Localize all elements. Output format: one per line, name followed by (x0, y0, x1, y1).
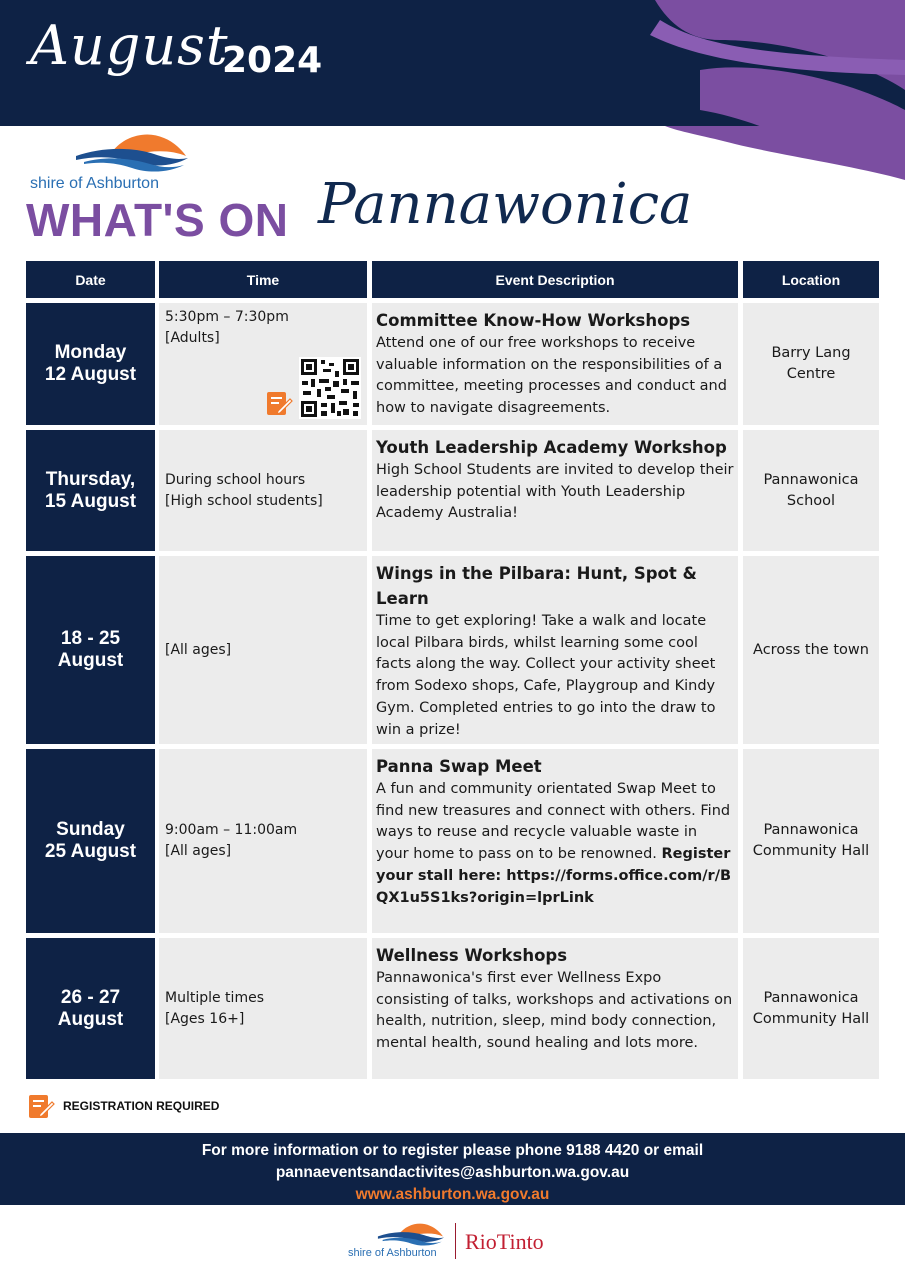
event-audience: [Ages 16+] (165, 1010, 245, 1027)
event-description (372, 938, 738, 1079)
stall-registration-link[interactable]: Register your stall here: https://forms.office.com/r/BQX1u5S1ks?origin=lprLink (376, 846, 732, 906)
event-text: High School Students are invited to develop their leadership potential with Youth Leadership Academy Australia! (376, 462, 734, 522)
shire-name: shire of Ashburton (30, 175, 159, 192)
table-row (26, 303, 879, 425)
event-description (372, 303, 738, 425)
header-date: Date (26, 261, 155, 298)
partner-shire-name: shire of Ashburton (348, 1247, 437, 1259)
table-row (26, 556, 879, 744)
event-date: Thursday, 15 August (26, 430, 155, 551)
event-date: 18 - 25 August (26, 556, 155, 744)
registration-required-icon (265, 389, 293, 417)
event-audience: [All ages] (165, 843, 232, 859)
logo-divider (455, 1223, 456, 1259)
event-date: Sunday 25 August (26, 749, 155, 933)
events-table (26, 261, 879, 1084)
event-text: Time to get exploring! Take a walk and locate local Pilbara birds, whilst learning some cool facts along the way. Collect your activity sheet from Sodexo shops, Cafe, Playgroup and Kindy Gym. Completed entries to go into the draw to win a prize! (376, 613, 716, 738)
header-location: Location (743, 261, 879, 298)
event-description (372, 556, 738, 744)
table-row (26, 749, 879, 933)
event-time-line: Multiple times (165, 989, 264, 1006)
table-row (26, 430, 879, 551)
table-row (26, 938, 879, 1079)
whats-on-heading: WHAT'S ON (26, 194, 289, 246)
event-location: Barry Lang Centre (743, 303, 879, 425)
contact-email-link[interactable]: pannaeventsandactivites@ashburton.wa.gov.au (275, 1164, 630, 1181)
place-title: Pannawonica (318, 172, 693, 237)
event-text: Attend one of our free workshops to receive valuable information on the responsibilities of a committee, meeting processes and conduct and how to navigate disagreements. (376, 335, 727, 417)
event-date: Monday 12 August (26, 303, 155, 425)
event-time (159, 749, 367, 933)
event-text: A fun and community orientated Swap Meet to find new treasures and connect with others. Find ways to reuse and recycle valuable waste in your home to pass on to be renowned. (376, 781, 731, 863)
event-time (159, 938, 367, 1079)
event-audience: [High school students] (165, 492, 323, 509)
header-band (0, 0, 905, 126)
event-text: Pannawonica's first ever Wellness Expo consisting of talks, workshops and activations on health, nutrition, sleep, mind body connection, mental health, sound healing and lots more. (376, 970, 733, 1052)
header-description: Event Description (372, 261, 738, 298)
event-time-line: During school hours (165, 471, 306, 488)
website-link[interactable]: www.ashburton.wa.gov.au (355, 1186, 550, 1203)
event-title: Wellness Workshops (376, 946, 568, 965)
month-title: August (30, 14, 229, 77)
header-time: Time (159, 261, 367, 298)
year-title: 2024 (222, 40, 323, 81)
event-title: Committee Know-How Workshops (376, 311, 691, 330)
event-time (159, 303, 367, 425)
event-description (372, 749, 738, 933)
event-time (159, 556, 367, 744)
event-time (159, 430, 367, 551)
shire-logo-icon (376, 1221, 446, 1247)
event-location: Across the town (743, 556, 879, 744)
legend-label: REGISTRATION REQUIRED (63, 1099, 220, 1113)
event-time-line: 5:30pm – 7:30pm (165, 309, 289, 325)
rio-tinto-logo: RioTinto (465, 1229, 544, 1254)
event-audience: [All ages] (165, 641, 232, 658)
event-description (372, 430, 738, 551)
registration-required-icon (27, 1092, 55, 1120)
qr-code-icon[interactable] (299, 357, 361, 419)
event-location: Pannawonica Community Hall (743, 938, 879, 1079)
partner-logos (344, 1219, 564, 1265)
table-header-row (26, 261, 879, 298)
event-title: Wings in the Pilbara: Hunt, Spot & Learn (376, 564, 697, 608)
event-audience: [Adults] (165, 330, 220, 346)
event-title: Youth Leadership Academy Workshop (376, 438, 727, 457)
event-time-line: 9:00am – 11:00am (165, 822, 298, 838)
event-location: Pannawonica Community Hall (743, 749, 879, 933)
contact-phone-line: For more information or to register please phone 9188 4420 or email (201, 1142, 704, 1159)
event-location: Pannawonica School (743, 430, 879, 551)
shire-logo-icon (74, 130, 190, 174)
event-title: Panna Swap Meet (376, 757, 542, 776)
contact-footer (0, 1133, 905, 1205)
event-date: 26 - 27 August (26, 938, 155, 1079)
registration-legend (27, 1092, 219, 1120)
